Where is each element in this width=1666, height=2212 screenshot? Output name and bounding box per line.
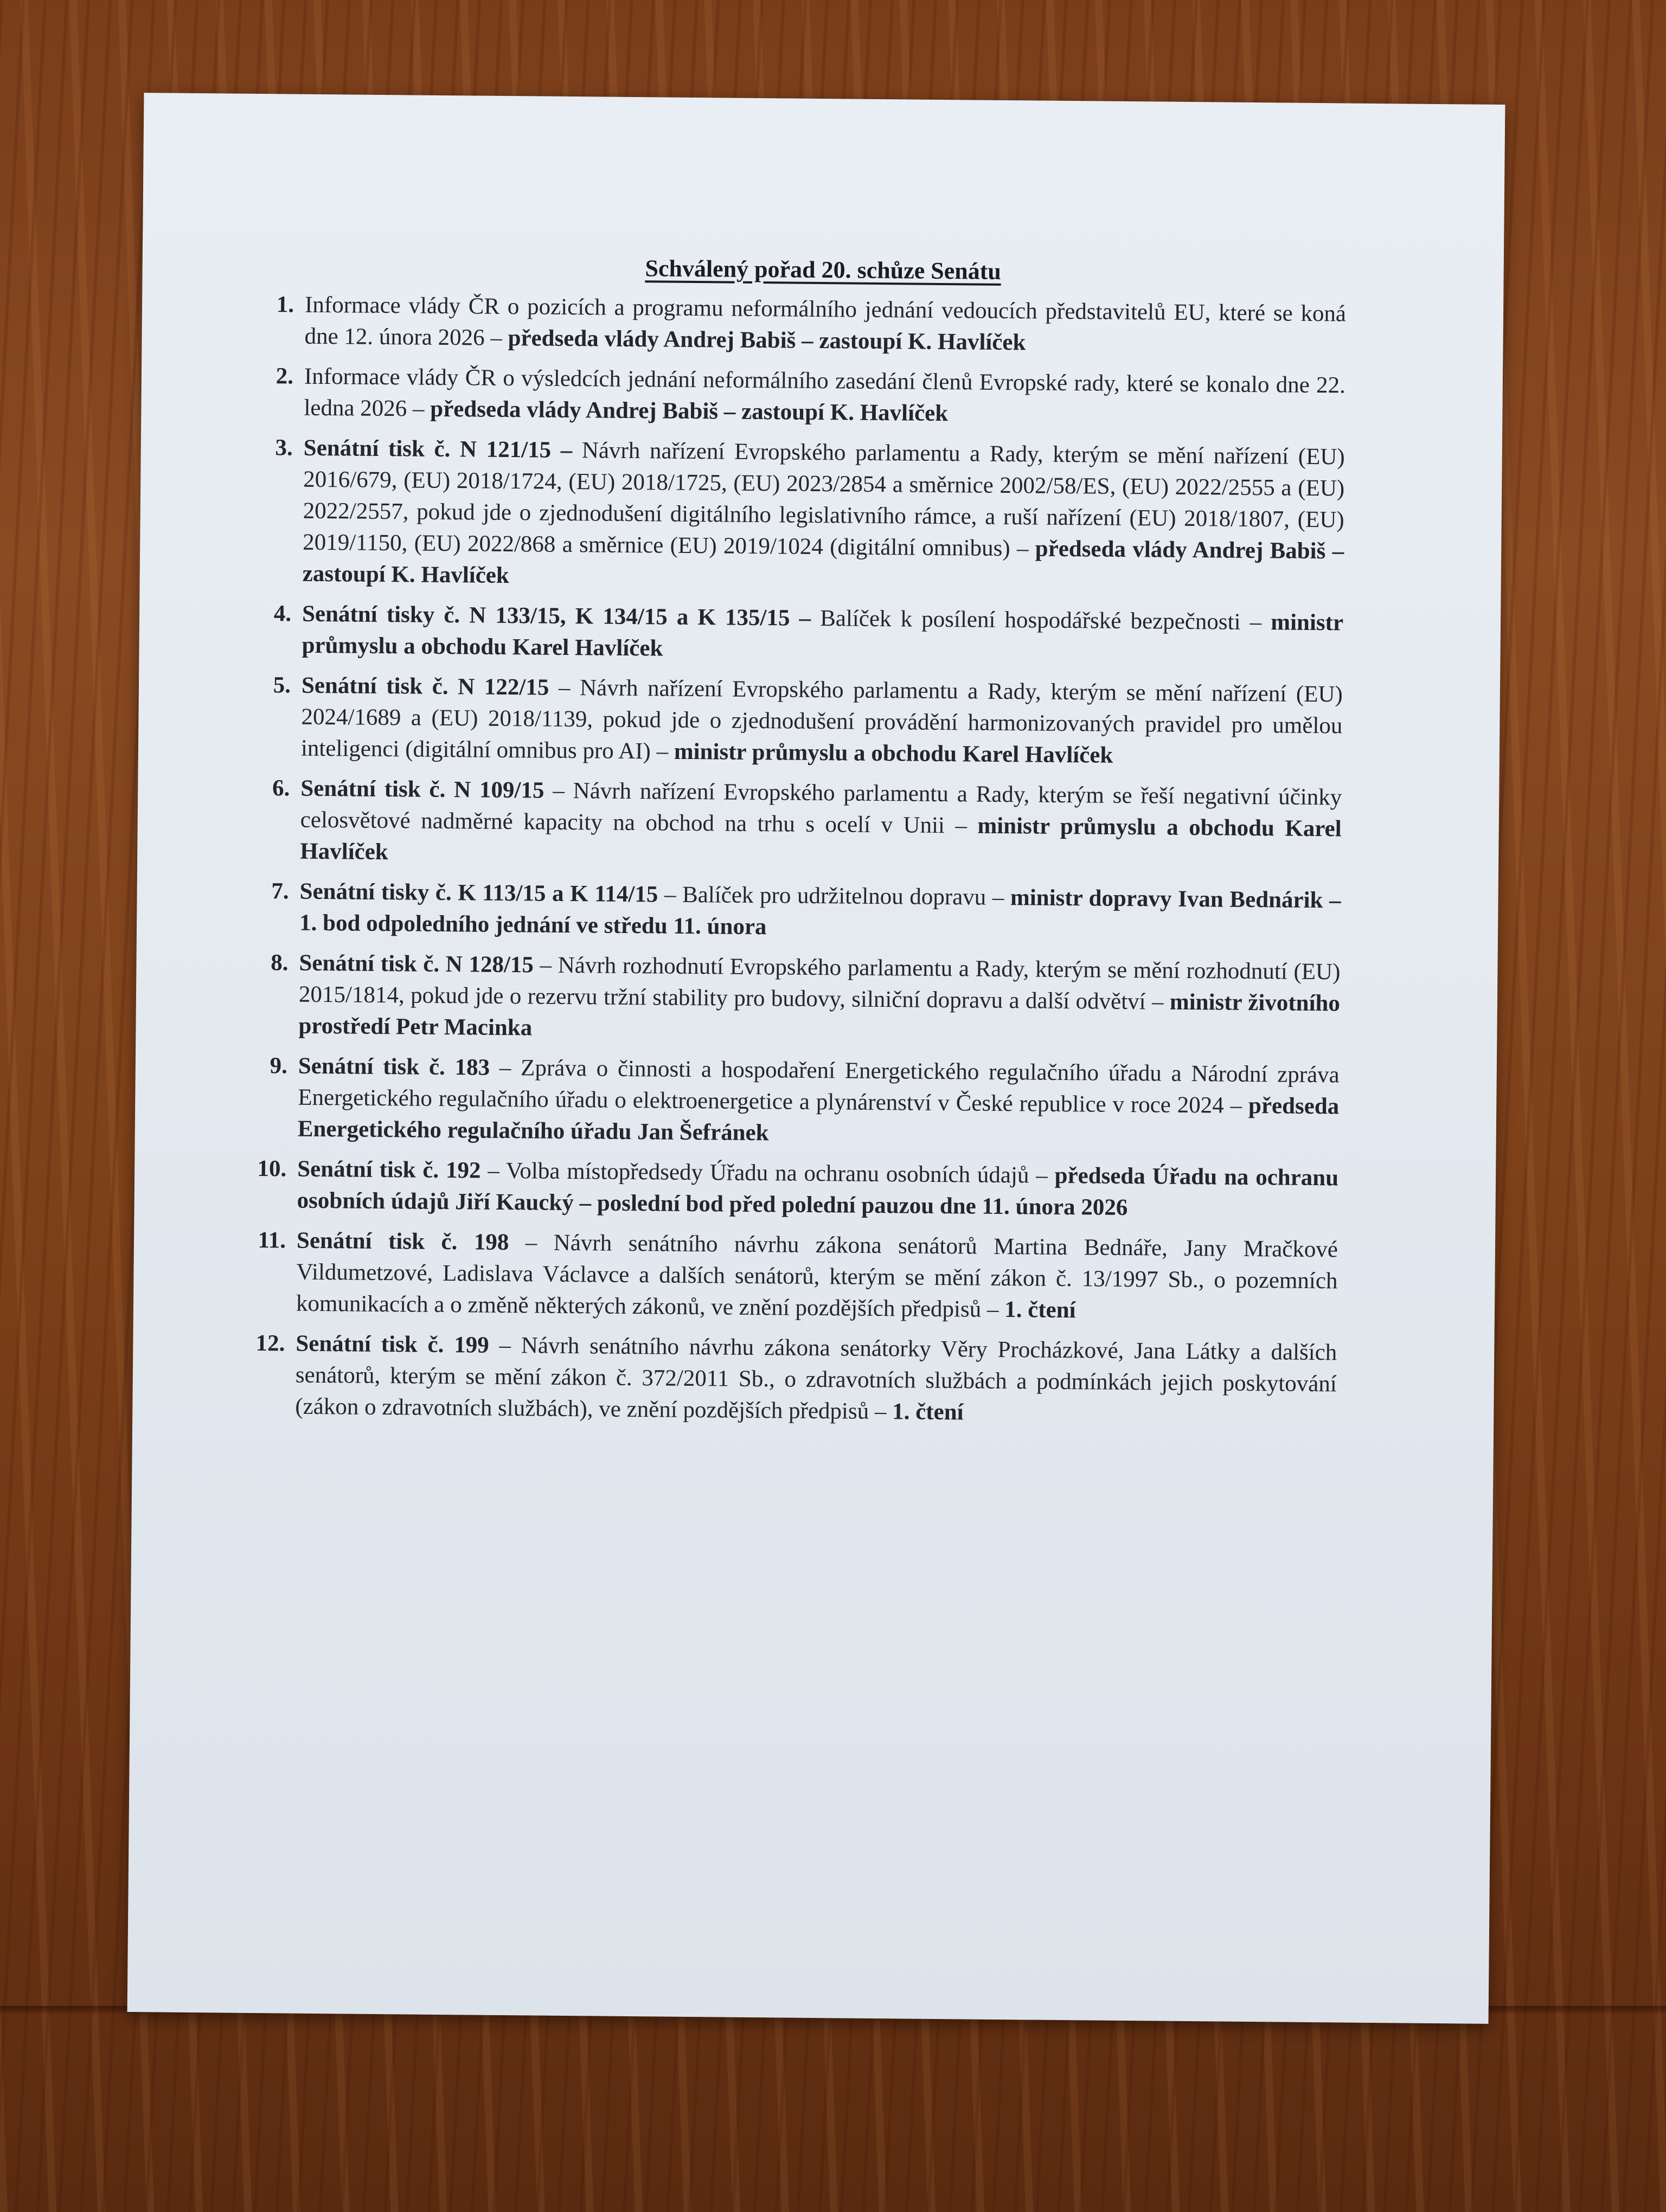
agenda-item (273, 599, 1344, 671)
agenda-item (276, 290, 1347, 362)
agenda-item-bold-text: předseda vlády Andrej Babiš – zastoupí K. Havlíček (508, 325, 1026, 356)
agenda-item (258, 1225, 1338, 1329)
agenda-item-bold-text: Senátní tisk č. 192 (297, 1156, 481, 1184)
agenda-item-number: 8. (271, 950, 289, 976)
agenda-item-text: – Zpráva o činnosti a hospodaření Energetického regulačního úřadu a Národní zpráva Energetického regulačního úřadu o elektroenergetice a plynárenství v České republice v roce 2024 – (298, 1054, 1340, 1118)
agenda-item-bold-text: Senátní tisk č. N 109/15 (300, 775, 544, 803)
agenda-item-text: – Balíček pro udržitelnou dopravu – (658, 882, 1011, 911)
agenda-item-bold-text: předseda Energetického regulačního úřadu Jan Šefránek (297, 1092, 1340, 1146)
agenda-item-text: Informace vlády ČR o výsledcích jednání neformálního zasedání členů Evropské rady, které se konalo dne 22. ledna 2026 – (304, 363, 1346, 422)
agenda-item (257, 1154, 1339, 1226)
agenda-item (275, 361, 1346, 433)
agenda-list (255, 290, 1347, 1441)
agenda-item-bold-text: ministr průmyslu a obchodu Karel Havlíček (302, 609, 1344, 661)
agenda-item-text: Informace vlády ČR o pozicích a programu neformálního jednání vedoucích představitelů EU, které se koná dne 12. února 2026 – (304, 292, 1347, 351)
agenda-item-bold-text: Senátní tisk č. N 128/15 (299, 950, 534, 978)
agenda-item-text: – Návrh senátního návrhu zákona senátorů Martina Bednáře, Jany Mračkové Vildumetzové, Ladislava Václavce a dalších senátorů, kterým se mění zákon č. 13/1997 Sb., o pozemních komunikacích a o změně některých zákonů, ve znění pozdějších předpisů – (296, 1230, 1338, 1323)
agenda-item-text: – Návrh senátního návrhu zákona senátorky Věry Procházkové, Jana Látky a dalších senátorů, kterým se mění zákon č. 372/2011 Sb., o zdravotních službách a podmínkách jejich poskytování (zákon o zdravotních službách), ve znění pozdějších předpisů – (295, 1332, 1337, 1425)
agenda-item-bold-text: ministr životního prostředí Petr Macinka (298, 989, 1341, 1041)
agenda-item (270, 1051, 1340, 1154)
agenda-item-number: 10. (257, 1156, 287, 1182)
agenda-item-bold-text: Senátní tisk č. 199 (296, 1330, 489, 1358)
agenda-item-bold-text: ministr dopravy Ivan Bednárik – 1. bod odpoledního jednání ve středu 11. února (299, 885, 1341, 940)
agenda-item-text: – Návrh nařízení Evropského parlamentu a Rady, kterým se mění nařízení (EU) 2024/1689 a (EU) 2018/1139, pokud jde o zjednodušení provádění harmonizovaných pravidel pro umělou inteligenci (digitální omnibus pro AI) – (300, 674, 1343, 764)
agenda-item-number: 4. (273, 601, 292, 627)
agenda-item-number: 11. (258, 1227, 286, 1253)
agenda-item-number: 2. (275, 363, 294, 389)
agenda-item-bold-text: Senátní tisk č. 183 (298, 1053, 490, 1081)
agenda-item-text: Návrh nařízení Evropského parlamentu a Rady, kterým se mění nařízení (EU) 2016/679, (EU) 2018/1724, (EU) 2018/1725, (EU) 2023/2854 a směrnice 2002/58/ES, (EU) 2022/2555 a (EU) 2022/2557, pokud jde o zjednodušení digitálního legislativního rámce, a ruší nařízení (EU) 2018/1807, (EU) 2019/1150, (EU) 2022/868 a směrnice (EU) 2019/1024 (digitální omnibus) – (303, 438, 1345, 562)
agenda-item-bold-text: Senátní tisk č. 198 (296, 1227, 509, 1256)
agenda-item-bold-text: ministr průmyslu a obchodu Karel Havlíček (674, 738, 1113, 768)
agenda-item-number: 9. (270, 1053, 288, 1079)
agenda-item-bold-text: ministr průmyslu a obchodu Karel Havlíček (300, 813, 1342, 865)
agenda-item-text: – Volba místopředsedy Úřadu na ochranu osobních údajů – (480, 1158, 1055, 1188)
agenda-item (271, 876, 1341, 948)
agenda-item (273, 670, 1343, 774)
agenda-item-bold-text: Senátní tisky č. N 133/15, K 134/15 a K 135/15 – (302, 601, 811, 631)
agenda-item-bold-text: Senátní tisk č. N 121/15 – (303, 435, 573, 464)
paper-sheet (127, 93, 1505, 2024)
agenda-item-bold-text: Senátní tisk č. N 122/15 (301, 672, 549, 700)
agenda-item-number: 1. (276, 292, 294, 318)
agenda-item-text: – Návrh nařízení Evropského parlamentu a Rady, kterým se řeší negativní účinky celosvětové nadměrné kapacity na obchod na trhu s ocelí v Unii – (300, 777, 1342, 839)
agenda-item-bold-text: předseda vlády Andrej Babiš – zastoupí K. Havlíček (430, 396, 949, 427)
agenda-item-number: 3. (275, 435, 293, 461)
agenda-item-number: 7. (271, 878, 289, 904)
agenda-item-text: – Návrh rozhodnutí Evropského parlamentu a Rady, kterým se mění rozhodnutí (EU) 2015/1814, pokud jde o rezervu tržní stability pro budovy, silniční dopravu a další odvětví – (298, 952, 1341, 1015)
agenda-item-text: Balíček k posílení hospodářské bezpečnosti – (810, 605, 1271, 635)
agenda-item (272, 773, 1342, 877)
agenda-item (255, 1328, 1337, 1432)
agenda-item-number: 12. (255, 1330, 285, 1356)
agenda-item-bold-text: Senátní tisky č. K 113/15 a K 114/15 (299, 878, 658, 908)
agenda-item-number: 6. (272, 775, 290, 801)
agenda-item-bold-text: předseda Úřadu na ochranu osobních údajů Jiří Kaucký – poslední bod před polední pauzou dne 11. února 2026 (297, 1162, 1339, 1221)
agenda-item-bold-text: předseda vlády Andrej Babiš – zastoupí K. Havlíček (302, 536, 1344, 589)
agenda-item (275, 433, 1345, 599)
agenda-item-bold-text: 1. čtení (1004, 1297, 1076, 1323)
agenda-item-bold-text: 1. čtení (892, 1399, 964, 1425)
agenda-item-number: 5. (273, 672, 291, 698)
agenda-item (271, 948, 1341, 1051)
document-title: Schválený pořad 20. schůze Senátu (645, 255, 1002, 285)
